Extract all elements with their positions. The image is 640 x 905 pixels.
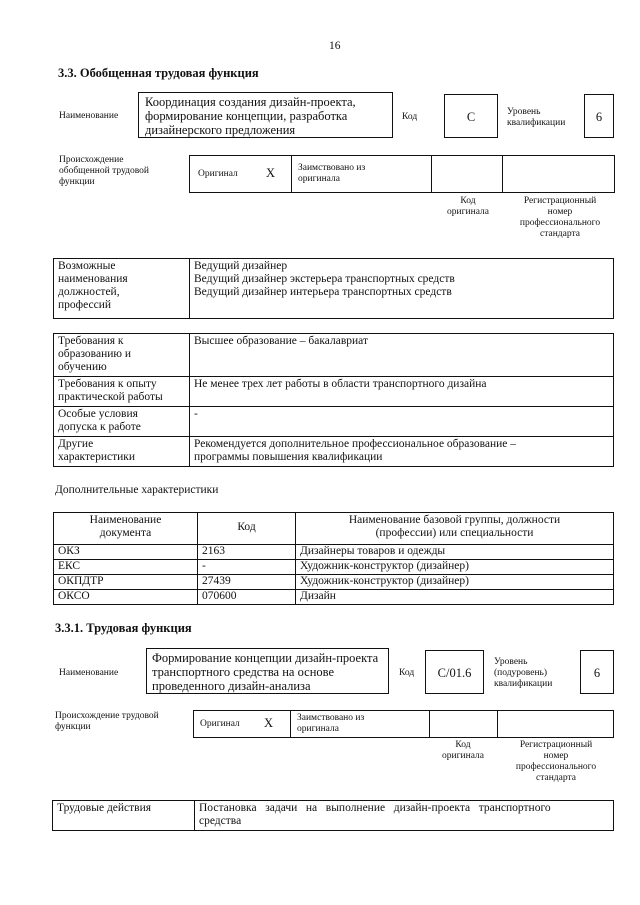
requirement-label-line: Требования к: [58, 335, 124, 347]
table-cell: Художник-конструктор (дизайнер): [296, 560, 614, 575]
positions-label-line: должностей,: [58, 286, 120, 298]
function-reg-number-line: номер: [543, 751, 569, 761]
section-name-line: Координация создания дизайн-проекта,: [145, 95, 356, 109]
requirement-label: [54, 377, 190, 407]
function-name-line: Формирование концепции дизайн-проекта: [152, 651, 379, 665]
level-value: 6: [595, 110, 603, 124]
position-item: Ведущий дизайнер интерьера транспортных средств: [194, 286, 452, 298]
reg-number-line: стандарта: [540, 229, 580, 239]
origin-label: [59, 155, 149, 188]
requirement-label-line: образованию и: [58, 348, 131, 360]
reg-number-line: Регистрационный: [523, 196, 597, 206]
function-code-original-line: оригинала: [442, 751, 484, 761]
divider: [429, 711, 430, 737]
table-cell: ОКСО: [54, 590, 198, 605]
requirement-value-line: Рекомендуется дополнительное профессиональное образование –: [194, 438, 517, 450]
column-header: [198, 513, 296, 545]
table-row: [54, 407, 614, 437]
function-borrowed-line: Заимствовано из: [297, 713, 365, 723]
section-name-box: [138, 92, 393, 138]
table-cell: Дизайнеры товаров и одежды: [296, 545, 614, 560]
function-origin-table: [193, 710, 614, 738]
requirement-label-line: обучению: [58, 361, 107, 373]
function-level-value: 6: [593, 666, 601, 680]
divider: [431, 156, 432, 192]
section-name-line: формирование концепции, разработка: [145, 109, 348, 123]
function-code-box: [425, 650, 484, 694]
requirement-value: [190, 377, 614, 407]
code-original-label: [433, 196, 503, 218]
positions-table: [53, 258, 614, 319]
table-row: [54, 377, 614, 407]
table-header-row: [54, 513, 614, 545]
requirement-label-line: практической работы: [58, 391, 163, 403]
code-value-box: [444, 94, 498, 138]
function-reg-number-line: стандарта: [536, 773, 576, 783]
requirement-label-line: Особые условия: [58, 408, 138, 420]
actions-value-line: средства: [199, 815, 242, 827]
function-reg-number-line: Регистрационный: [519, 740, 593, 750]
origin-label-line: Происхождение: [59, 155, 124, 165]
requirement-value-line: -: [194, 408, 198, 420]
actions-label: Трудовые действия: [53, 801, 195, 831]
function-code-original-line: Код: [455, 740, 471, 750]
requirement-label: [54, 407, 190, 437]
function-reg-number-line: профессионального: [515, 762, 597, 772]
column-header: [54, 513, 198, 545]
reg-number-line: профессионального: [519, 218, 601, 228]
positions-label-line: Возможные: [58, 260, 116, 272]
column-header-line: Наименование базовой группы, должности: [348, 514, 561, 526]
table-cell: ОКЗ: [54, 545, 198, 560]
reg-number-label: [505, 196, 615, 240]
function-level-box: [580, 650, 614, 694]
borrowed-label: [298, 163, 365, 185]
divider: [290, 711, 291, 737]
function-code-value: C/01.6: [437, 666, 472, 680]
requirement-value: [190, 437, 614, 467]
table-row: [54, 334, 614, 377]
function-origin-line: функции: [55, 722, 91, 732]
divider: [291, 156, 292, 192]
table-cell: ОКПДТР: [54, 575, 198, 590]
table-cell: 2163: [198, 545, 296, 560]
function-level-line: (подуровень): [494, 668, 548, 678]
original-label: Оригинал: [198, 169, 238, 179]
additional-title: Дополнительные характеристики: [55, 484, 219, 496]
requirement-value-line: Не менее трех лет работы в области транспортного дизайна: [194, 378, 487, 390]
requirement-label-line: Требования к опыту: [58, 378, 157, 390]
level-label-line: Уровень: [507, 107, 541, 117]
name-label: Наименование: [59, 111, 119, 121]
borrowed-label-line: Заимствовано из: [298, 163, 366, 173]
position-item: Ведущий дизайнер экстерьера транспортных средств: [194, 273, 455, 285]
function-origin-line: Происхождение трудовой: [55, 711, 159, 721]
origin-table: [189, 155, 615, 193]
level-label: [507, 107, 565, 129]
column-header: [296, 513, 614, 545]
requirement-label-line: допуска к работе: [58, 421, 141, 433]
function-origin-label: [55, 711, 159, 733]
function-name-label: Наименование: [59, 668, 119, 678]
table-cell: ЕКС: [54, 560, 198, 575]
code-original-line: оригинала: [447, 207, 489, 217]
function-reg-number-label: [500, 740, 612, 784]
positions-label: [54, 259, 190, 319]
function-name-box: [146, 648, 389, 694]
function-code-label: Код: [399, 668, 415, 678]
function-original-label: Оригинал: [200, 719, 240, 729]
level-label-line: квалификации: [507, 118, 566, 128]
requirement-value: [190, 407, 614, 437]
function-level-label: [494, 657, 552, 690]
function-heading: 3.3.1. Трудовая функция: [55, 621, 192, 635]
requirements-table: [53, 333, 614, 467]
additional-table: [53, 512, 614, 605]
table-row: [54, 545, 614, 560]
actions-table: [52, 800, 614, 831]
section-heading: 3.3. Обобщенная трудовая функция: [58, 66, 259, 80]
code-original-line: Код: [460, 196, 476, 206]
level-value-box: [584, 94, 614, 138]
table-row: [53, 801, 614, 831]
function-code-original-label: [428, 740, 498, 762]
function-level-line: Уровень: [494, 657, 528, 667]
table-row: [54, 560, 614, 575]
positions-label-line: профессий: [58, 299, 112, 311]
table-cell: 27439: [198, 575, 296, 590]
requirement-label: [54, 437, 190, 467]
column-header-line: документа: [99, 527, 152, 539]
column-header-line: Наименование: [89, 514, 162, 526]
function-level-line: квалификации: [494, 679, 553, 689]
original-mark: X: [266, 166, 276, 180]
table-cell: -: [198, 560, 296, 575]
section-name-line: дизайнерского предложения: [145, 123, 296, 137]
requirement-label: [54, 334, 190, 377]
actions-value-line: Постановка задачи на выполнение дизайн-проекта транспортного: [199, 802, 551, 814]
function-borrowed-line: оригинала: [297, 724, 339, 734]
table-row: [54, 575, 614, 590]
table-row: [54, 259, 614, 319]
requirement-label-line: характеристики: [58, 451, 136, 463]
page-number: 16: [329, 40, 341, 52]
requirement-label-line: Другие: [58, 438, 94, 450]
table-cell: Художник-конструктор (дизайнер): [296, 575, 614, 590]
positions-values: [190, 259, 614, 319]
table-cell: Дизайн: [296, 590, 614, 605]
column-header-line: (профессии) или специальности: [375, 527, 534, 539]
code-value: C: [466, 110, 476, 124]
position-item: Ведущий дизайнер: [194, 260, 288, 272]
requirement-value-line: программы повышения квалификации: [194, 451, 383, 463]
table-row: [54, 590, 614, 605]
borrowed-label-line: оригинала: [298, 174, 340, 184]
code-label: Код: [402, 112, 418, 122]
requirement-value: [190, 334, 614, 377]
requirement-value-line: Высшее образование – бакалавриат: [194, 335, 368, 347]
divider: [502, 156, 503, 192]
reg-number-line: номер: [547, 207, 573, 217]
actions-value: [195, 801, 614, 831]
positions-label-line: наименования: [58, 273, 128, 285]
table-cell: 070600: [198, 590, 296, 605]
origin-label-line: функции: [59, 177, 95, 187]
function-name-line: транспортного средства на основе: [152, 665, 335, 679]
table-row: [54, 437, 614, 467]
function-name-line: проведенного дизайн-анализа: [152, 679, 311, 693]
origin-label-line: обобщенной трудовой: [59, 166, 149, 176]
column-header-line: Код: [237, 521, 256, 533]
divider: [497, 711, 498, 737]
function-original-mark: X: [264, 716, 274, 730]
function-borrowed-label: [297, 713, 364, 735]
